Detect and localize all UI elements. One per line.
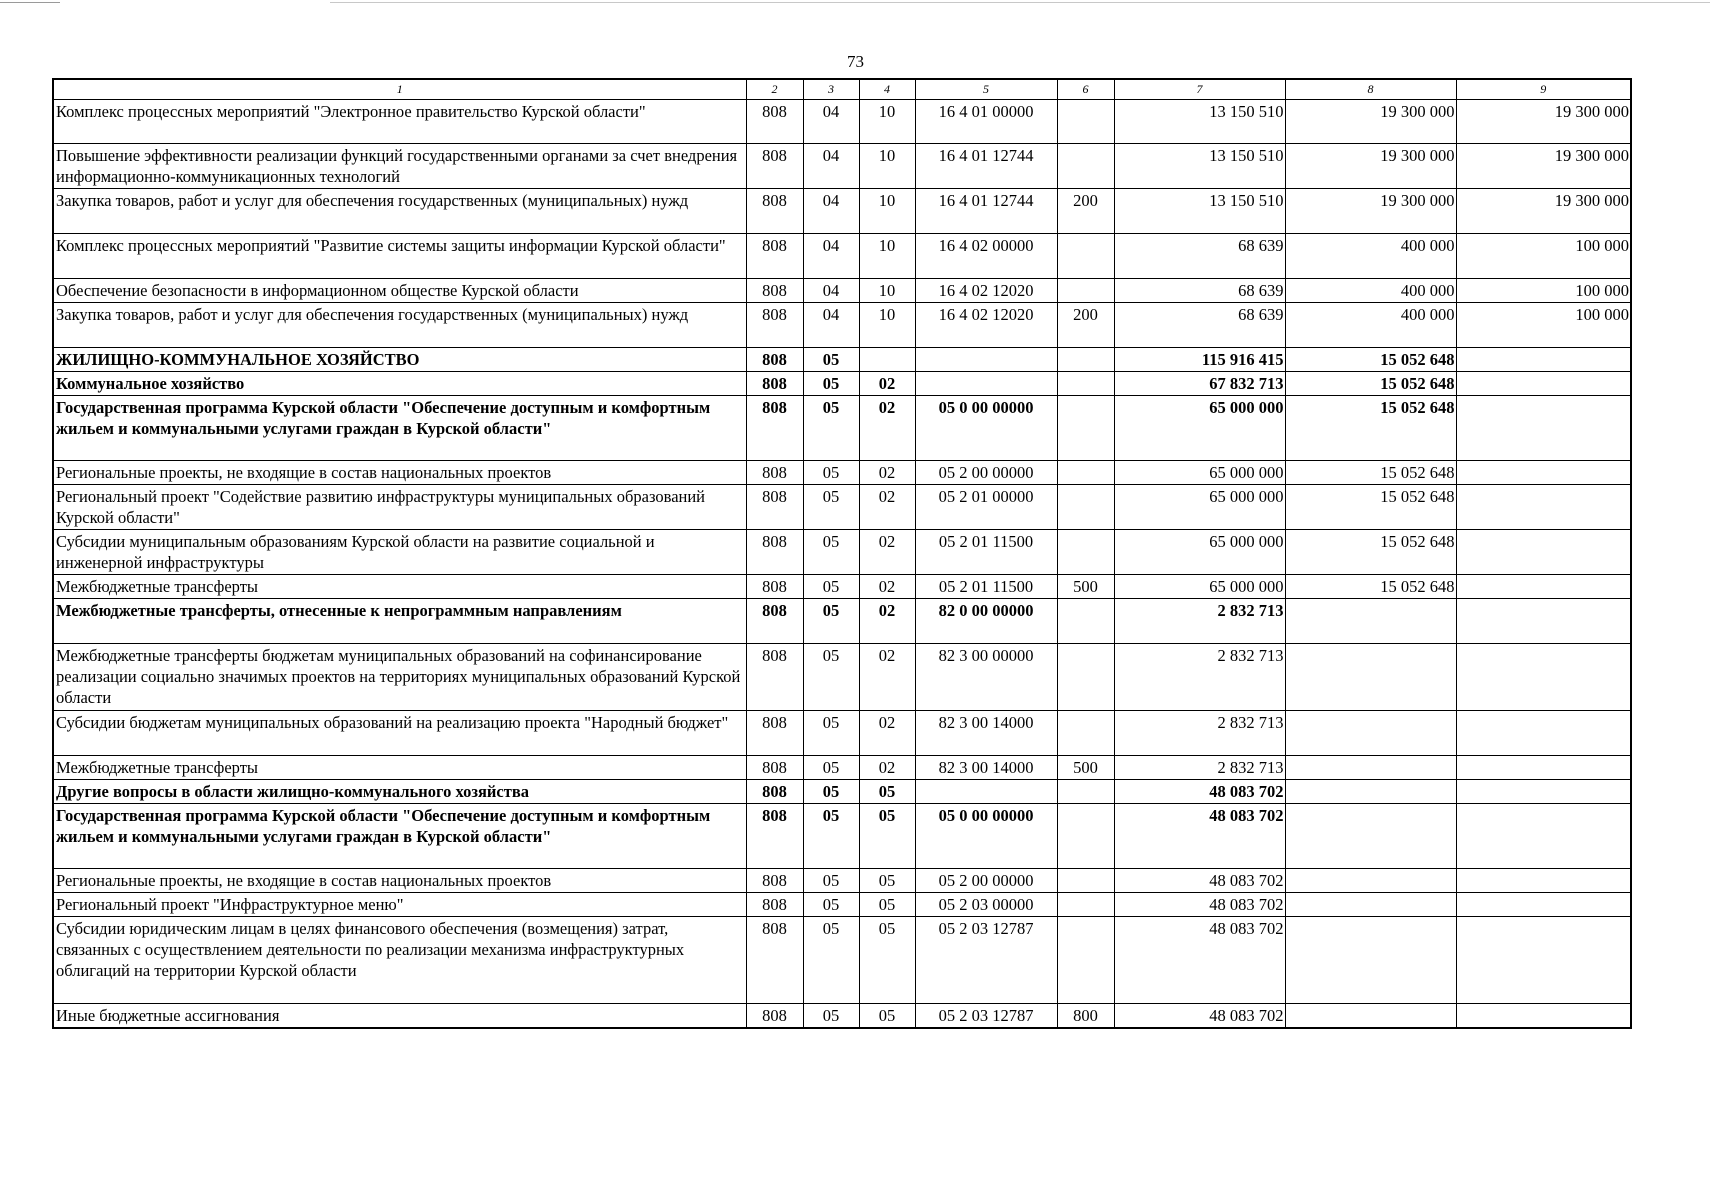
table-row [53,396,1631,461]
table-row [53,869,1631,893]
row-subsection: 10 [859,279,915,303]
row-amount-col7: 48 083 702 [1114,869,1285,893]
row-amount-col9 [1456,756,1631,780]
row-admin-code: 808 [746,917,803,1004]
row-expense-type [1057,279,1114,303]
row-expense-type: 500 [1057,575,1114,599]
row-amount-col7: 65 000 000 [1114,485,1285,530]
row-admin-code: 808 [746,461,803,485]
row-subsection: 05 [859,893,915,917]
row-amount-col8: 400 000 [1285,303,1456,348]
row-amount-col7: 2 832 713 [1114,599,1285,644]
table-row [53,100,1631,144]
row-subsection: 05 [859,917,915,1004]
row-expense-type: 200 [1057,303,1114,348]
row-name: Межбюджетные трансферты, отнесенные к непрограммным направлениям [53,599,746,644]
row-amount-col9 [1456,485,1631,530]
row-name: Субсидии юридическим лицам в целях финансового обеспечения (возмещения) затрат, связанных с осуществлением деятельности по реализации механизма инфраструктурных облигаций на территории Курской области [53,917,746,1004]
row-amount-col8: 15 052 648 [1285,348,1456,372]
row-amount-col8 [1285,893,1456,917]
row-amount-col9: 100 000 [1456,279,1631,303]
row-amount-col9 [1456,644,1631,711]
row-target-article: 05 2 01 00000 [915,485,1057,530]
row-section: 05 [803,869,859,893]
row-amount-col7: 68 639 [1114,234,1285,279]
table-row [53,234,1631,279]
table-row [53,144,1631,189]
row-target-article: 82 3 00 14000 [915,756,1057,780]
row-admin-code: 808 [746,530,803,575]
row-subsection: 02 [859,575,915,599]
row-amount-col8: 15 052 648 [1285,461,1456,485]
row-amount-col7: 13 150 510 [1114,189,1285,234]
row-expense-type [1057,804,1114,869]
row-admin-code: 808 [746,279,803,303]
row-admin-code: 808 [746,869,803,893]
row-subsection: 02 [859,461,915,485]
row-amount-col9 [1456,575,1631,599]
row-name: Межбюджетные трансферты [53,756,746,780]
row-section: 04 [803,234,859,279]
row-section: 05 [803,485,859,530]
row-name: ЖИЛИЩНО-КОММУНАЛЬНОЕ ХОЗЯЙСТВО [53,348,746,372]
row-section: 05 [803,575,859,599]
row-amount-col7: 48 083 702 [1114,893,1285,917]
table-row [53,644,1631,711]
row-section: 05 [803,599,859,644]
row-target-article: 05 2 00 00000 [915,461,1057,485]
row-amount-col9 [1456,780,1631,804]
row-expense-type [1057,917,1114,1004]
row-target-article [915,780,1057,804]
column-header: 7 [1114,79,1285,100]
row-amount-col9: 100 000 [1456,234,1631,279]
page-number: 73 [847,52,864,71]
row-admin-code: 808 [746,144,803,189]
row-target-article: 05 2 03 12787 [915,1004,1057,1028]
row-section: 04 [803,100,859,144]
table-row [53,303,1631,348]
row-amount-col7: 13 150 510 [1114,144,1285,189]
row-subsection: 02 [859,711,915,756]
row-admin-code: 808 [746,303,803,348]
row-admin-code: 808 [746,756,803,780]
row-admin-code: 808 [746,780,803,804]
row-target-article: 16 4 01 12744 [915,189,1057,234]
column-header: 4 [859,79,915,100]
row-admin-code: 808 [746,893,803,917]
row-amount-col7: 2 832 713 [1114,756,1285,780]
row-subsection: 02 [859,396,915,461]
column-header: 8 [1285,79,1456,100]
row-amount-col7: 65 000 000 [1114,530,1285,575]
table-row [53,461,1631,485]
row-expense-type [1057,461,1114,485]
table-row [53,530,1631,575]
row-amount-col7: 48 083 702 [1114,780,1285,804]
row-expense-type: 500 [1057,756,1114,780]
row-amount-col8 [1285,644,1456,711]
row-amount-col7: 48 083 702 [1114,1004,1285,1028]
row-section: 05 [803,644,859,711]
row-expense-type [1057,396,1114,461]
row-expense-type [1057,530,1114,575]
column-header: 6 [1057,79,1114,100]
row-name: Закупка товаров, работ и услуг для обеспечения государственных (муниципальных) нужд [53,189,746,234]
row-amount-col7: 65 000 000 [1114,575,1285,599]
row-admin-code: 808 [746,396,803,461]
row-amount-col8: 15 052 648 [1285,575,1456,599]
row-name: Государственная программа Курской области "Обеспечение доступным и комфортным жильем и коммунальными услугами граждан в Курской области" [53,396,746,461]
row-subsection: 10 [859,189,915,234]
row-target-article: 05 0 00 00000 [915,396,1057,461]
row-admin-code: 808 [746,485,803,530]
row-subsection: 10 [859,144,915,189]
row-expense-type [1057,780,1114,804]
column-header: 2 [746,79,803,100]
row-amount-col7: 2 832 713 [1114,711,1285,756]
row-amount-col9 [1456,461,1631,485]
row-section: 05 [803,804,859,869]
row-amount-col8 [1285,599,1456,644]
row-expense-type [1057,348,1114,372]
row-expense-type [1057,234,1114,279]
table-row [53,599,1631,644]
row-section: 05 [803,1004,859,1028]
column-number-header-row [53,79,1631,100]
row-section: 05 [803,711,859,756]
row-target-article: 05 2 03 12787 [915,917,1057,1004]
row-subsection: 02 [859,644,915,711]
row-amount-col7: 13 150 510 [1114,100,1285,144]
row-target-article: 05 2 01 11500 [915,530,1057,575]
row-subsection [859,348,915,372]
row-target-article: 05 2 03 00000 [915,893,1057,917]
row-section: 05 [803,780,859,804]
row-expense-type [1057,372,1114,396]
row-subsection: 05 [859,1004,915,1028]
row-amount-col9 [1456,869,1631,893]
row-amount-col9 [1456,917,1631,1004]
row-target-article: 05 0 00 00000 [915,804,1057,869]
row-amount-col7: 48 083 702 [1114,804,1285,869]
row-name: Региональный проект "Содействие развитию инфраструктуры муниципальных образований Курской области" [53,485,746,530]
row-admin-code: 808 [746,711,803,756]
scan-edge-mark [0,2,60,3]
row-amount-col8 [1285,869,1456,893]
column-header: 9 [1456,79,1631,100]
row-admin-code: 808 [746,599,803,644]
row-amount-col8: 15 052 648 [1285,396,1456,461]
row-amount-col8 [1285,1004,1456,1028]
row-target-article: 16 4 02 12020 [915,279,1057,303]
row-amount-col9 [1456,372,1631,396]
row-target-article: 05 2 00 00000 [915,869,1057,893]
budget-table [52,78,1632,1029]
table-row [53,917,1631,1004]
row-subsection: 10 [859,100,915,144]
row-target-article [915,372,1057,396]
row-expense-type [1057,893,1114,917]
row-amount-col9 [1456,893,1631,917]
row-subsection: 02 [859,372,915,396]
row-expense-type [1057,711,1114,756]
row-name: Региональный проект "Инфраструктурное меню" [53,893,746,917]
row-subsection: 05 [859,869,915,893]
row-amount-col8: 19 300 000 [1285,189,1456,234]
row-amount-col9 [1456,599,1631,644]
row-name: Комплекс процессных мероприятий "Электронное правительство Курской области" [53,100,746,144]
row-admin-code: 808 [746,189,803,234]
row-target-article: 16 4 02 12020 [915,303,1057,348]
row-amount-col7: 65 000 000 [1114,461,1285,485]
row-amount-col8 [1285,756,1456,780]
row-section: 05 [803,530,859,575]
row-section: 05 [803,396,859,461]
row-admin-code: 808 [746,575,803,599]
row-expense-type [1057,644,1114,711]
row-section: 04 [803,279,859,303]
row-amount-col7: 48 083 702 [1114,917,1285,1004]
row-section: 05 [803,756,859,780]
row-section: 05 [803,917,859,1004]
row-target-article: 82 0 00 00000 [915,599,1057,644]
row-amount-col7: 2 832 713 [1114,644,1285,711]
row-target-article: 82 3 00 14000 [915,711,1057,756]
row-admin-code: 808 [746,644,803,711]
row-amount-col8 [1285,780,1456,804]
table-body [53,100,1631,1028]
column-header: 3 [803,79,859,100]
row-name: Государственная программа Курской области "Обеспечение доступным и комфортным жильем и коммунальными услугами граждан в Курской области" [53,804,746,869]
row-section: 05 [803,461,859,485]
row-expense-type: 200 [1057,189,1114,234]
row-name: Обеспечение безопасности в информационном обществе Курской области [53,279,746,303]
row-amount-col8: 19 300 000 [1285,100,1456,144]
row-section: 05 [803,372,859,396]
row-expense-type [1057,144,1114,189]
table-row [53,279,1631,303]
row-subsection: 02 [859,530,915,575]
row-section: 04 [803,144,859,189]
row-name: Субсидии бюджетам муниципальных образований на реализацию проекта "Народный бюджет" [53,711,746,756]
row-subsection: 02 [859,756,915,780]
scan-edge-mark [330,2,1710,3]
row-admin-code: 808 [746,100,803,144]
row-name: Повышение эффективности реализации функций государственными органами за счет внедрения информационно-коммуникационных технологий [53,144,746,189]
column-header: 1 [53,79,746,100]
table-row [53,485,1631,530]
row-amount-col8 [1285,804,1456,869]
table-row [53,575,1631,599]
row-admin-code: 808 [746,348,803,372]
row-name: Межбюджетные трансферты бюджетам муниципальных образований на софинансирование реализации социально значимых проектов на территориях муниципальных образований Курской области [53,644,746,711]
row-name: Закупка товаров, работ и услуг для обеспечения государственных (муниципальных) нужд [53,303,746,348]
row-amount-col7: 67 832 713 [1114,372,1285,396]
table-row [53,756,1631,780]
row-subsection: 02 [859,485,915,530]
row-target-article: 16 4 02 00000 [915,234,1057,279]
table-row [53,372,1631,396]
row-section: 05 [803,893,859,917]
row-subsection: 10 [859,234,915,279]
row-expense-type: 800 [1057,1004,1114,1028]
row-target-article: 16 4 01 12744 [915,144,1057,189]
row-amount-col9 [1456,396,1631,461]
row-expense-type [1057,100,1114,144]
row-amount-col9: 19 300 000 [1456,144,1631,189]
table-row [53,711,1631,756]
table-row [53,804,1631,869]
row-name: Межбюджетные трансферты [53,575,746,599]
row-subsection: 10 [859,303,915,348]
row-section: 04 [803,303,859,348]
row-expense-type [1057,599,1114,644]
row-amount-col8: 19 300 000 [1285,144,1456,189]
row-amount-col9: 19 300 000 [1456,189,1631,234]
row-admin-code: 808 [746,234,803,279]
row-admin-code: 808 [746,804,803,869]
row-amount-col8: 400 000 [1285,234,1456,279]
row-expense-type [1057,485,1114,530]
row-admin-code: 808 [746,1004,803,1028]
row-amount-col7: 68 639 [1114,279,1285,303]
row-amount-col7: 68 639 [1114,303,1285,348]
row-name: Другие вопросы в области жилищно-коммунального хозяйства [53,780,746,804]
row-target-article [915,348,1057,372]
row-amount-col8: 15 052 648 [1285,530,1456,575]
row-target-article: 82 3 00 00000 [915,644,1057,711]
row-amount-col8: 15 052 648 [1285,372,1456,396]
row-name: Коммунальное хозяйство [53,372,746,396]
row-amount-col8 [1285,711,1456,756]
row-name: Региональные проекты, не входящие в состав национальных проектов [53,461,746,485]
row-amount-col8 [1285,917,1456,1004]
row-amount-col9 [1456,1004,1631,1028]
row-subsection: 05 [859,780,915,804]
row-amount-col9: 19 300 000 [1456,100,1631,144]
row-amount-col9 [1456,711,1631,756]
row-section: 04 [803,189,859,234]
row-amount-col8: 15 052 648 [1285,485,1456,530]
row-amount-col7: 65 000 000 [1114,396,1285,461]
table-row [53,780,1631,804]
column-header: 5 [915,79,1057,100]
row-name: Региональные проекты, не входящие в состав национальных проектов [53,869,746,893]
row-subsection: 05 [859,804,915,869]
row-amount-col9 [1456,348,1631,372]
table-row [53,1004,1631,1028]
row-name: Комплекс процессных мероприятий "Развитие системы защиты информации Курской области" [53,234,746,279]
table-row [53,189,1631,234]
row-target-article: 05 2 01 11500 [915,575,1057,599]
row-target-article: 16 4 01 00000 [915,100,1057,144]
row-admin-code: 808 [746,372,803,396]
row-amount-col9: 100 000 [1456,303,1631,348]
row-expense-type [1057,869,1114,893]
row-amount-col8: 400 000 [1285,279,1456,303]
row-amount-col7: 115 916 415 [1114,348,1285,372]
row-amount-col9 [1456,530,1631,575]
row-name: Иные бюджетные ассигнования [53,1004,746,1028]
table-row [53,348,1631,372]
row-amount-col9 [1456,804,1631,869]
row-subsection: 02 [859,599,915,644]
row-section: 05 [803,348,859,372]
table-row [53,893,1631,917]
row-name: Субсидии муниципальным образованиям Курской области на развитие социальной и инженерной инфраструктуры [53,530,746,575]
